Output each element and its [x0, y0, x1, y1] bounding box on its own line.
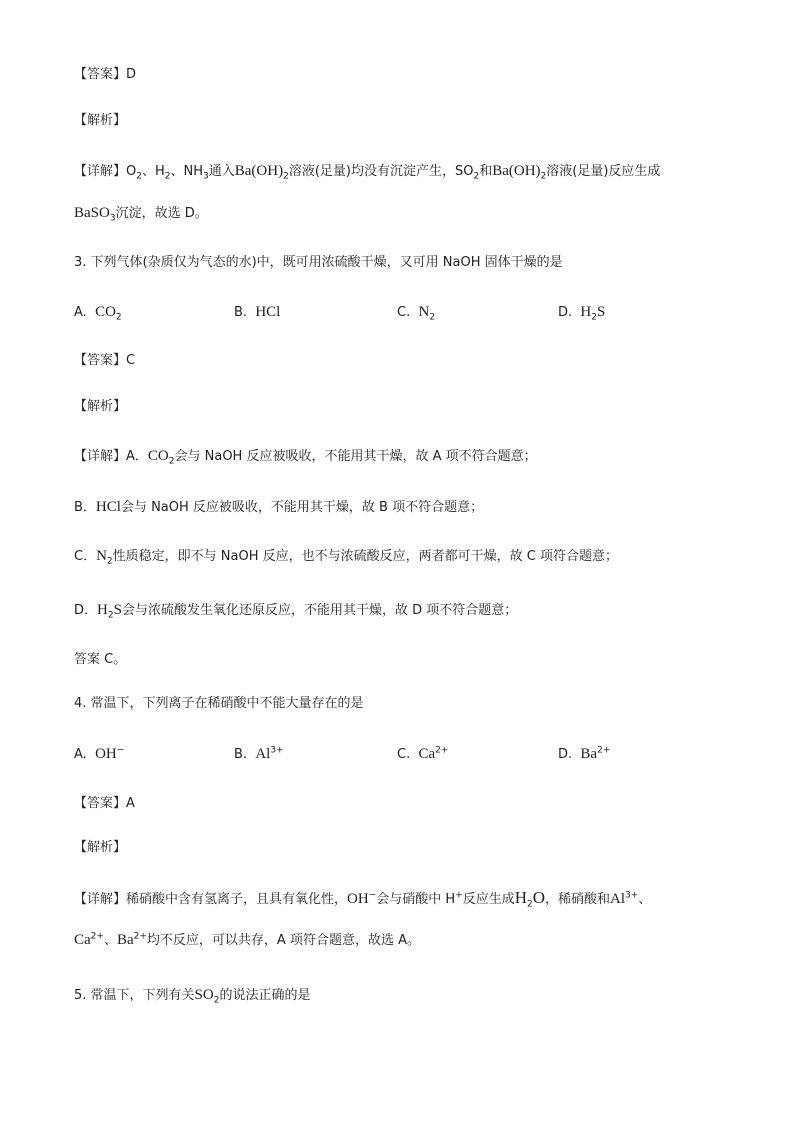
q3-detail-d — [74, 600, 517, 621]
text: 性质稳定，即不与 NaOH 反应，也不与浓硫酸反应，两者都可干燥，故 C 项符合题意； — [112, 549, 618, 564]
text: 、 — [638, 892, 652, 907]
text: A． — [126, 449, 148, 464]
formula-hcl: HCl — [95, 499, 121, 515]
ion-ba: Ba — [580, 746, 598, 762]
ion-al: Al — [255, 746, 271, 762]
formula-o2: O — [126, 164, 137, 179]
text: 溶液(足量)反应生成 — [546, 164, 661, 179]
superscript: − — [116, 745, 125, 756]
formula-baoh2: Ba(OH) — [234, 163, 284, 179]
formula-h2s: H — [97, 602, 108, 618]
q3-detail-b — [74, 497, 483, 518]
q4-detail-line1 — [74, 888, 651, 910]
q4-option-d — [558, 744, 610, 765]
text: B． — [74, 500, 96, 515]
detail-tag: 【详解】 — [74, 892, 127, 907]
subscript: 2 — [473, 171, 480, 182]
text: 溶液(足量)均没有沉淀产生，SO — [288, 164, 474, 179]
formula-co2: CO — [147, 448, 169, 464]
text: 通入 — [208, 164, 235, 179]
q3-stem: 3. 下列气体(杂质仅为气态的水)中，既可用浓硫酸干燥，又可用 NaOH 固体干燥的是 — [74, 255, 563, 270]
subscript: 2 — [540, 171, 547, 182]
formula-so2: SO — [194, 987, 214, 1003]
q4-option-a — [74, 744, 124, 765]
superscript: 2+ — [435, 745, 449, 756]
subscript: 2 — [283, 171, 289, 182]
formula-h2o: O — [532, 888, 546, 907]
option-label: D. — [558, 747, 573, 762]
text: 反应生成 — [462, 892, 515, 907]
detail-tag: 【详解】 — [74, 164, 127, 179]
text: 5. 常温下，下列有关 — [74, 988, 195, 1003]
subscript: 2 — [168, 456, 175, 467]
q3-answer: 【答案】C — [74, 353, 136, 368]
superscript: 2+ — [597, 745, 611, 756]
subscript: 2 — [527, 899, 533, 910]
superscript: + — [455, 890, 463, 901]
q3-detail-c — [74, 546, 618, 567]
formula-h2s: H — [580, 304, 592, 320]
q4-option-b — [234, 744, 284, 765]
option-label: B. — [234, 305, 248, 320]
q2-detail-line2 — [74, 203, 208, 224]
text: 会与硝酸中 H — [376, 892, 456, 907]
ion-oh: OH — [95, 746, 117, 762]
q3-option-b — [234, 302, 280, 323]
q4-option-c — [397, 744, 448, 765]
q4-stem: 4. 常温下，下列离子在稀硝酸中不能大量存在的是 — [74, 696, 364, 711]
q2-analysis-heading: 【解析】 — [74, 113, 127, 128]
superscript: 3+ — [625, 890, 639, 901]
q2-answer: 【答案】D — [74, 67, 137, 82]
text: 均不反应，可以共存，A 项符合题意，故选 A。 — [146, 933, 420, 948]
subscript: 2 — [115, 312, 122, 323]
superscript: 2+ — [133, 931, 147, 942]
detail-tag: 【详解】 — [74, 449, 127, 464]
subscript: 2 — [107, 610, 114, 621]
text: 会与 NaOH 反应被吸收，不能用其干燥，故 A 项不符合题意； — [174, 449, 537, 464]
q3-option-c — [397, 302, 435, 323]
text: 沉淀，故选 D。 — [115, 206, 208, 221]
ion-ba: Ba — [116, 932, 134, 948]
q4-detail-line2 — [74, 930, 420, 951]
formula-h2s: S — [113, 602, 122, 618]
option-label: A. — [74, 305, 87, 320]
q4-analysis-heading: 【解析】 — [74, 840, 127, 855]
subscript: 2 — [213, 995, 220, 1006]
formula-h2: 、H — [141, 164, 165, 179]
subscript: 3 — [109, 213, 116, 224]
ion-ca: Ca — [74, 932, 91, 948]
formula-co2: CO — [95, 304, 116, 320]
formula-n2: N — [96, 548, 107, 564]
superscript: − — [368, 890, 377, 901]
text: 和 — [479, 164, 493, 179]
superscript: 3+ — [270, 745, 284, 756]
q3-option-a — [74, 302, 122, 323]
option-label: B. — [234, 747, 248, 762]
q2-detail-line1 — [74, 161, 660, 182]
option-label: A. — [74, 747, 87, 762]
q3-analysis-heading: 【解析】 — [74, 399, 127, 414]
ion-ca: Ca — [418, 746, 436, 762]
subscript: 2 — [164, 171, 171, 182]
formula-nh3: 、NH — [170, 164, 204, 179]
text: 会与浓硫酸发生氧化还原反应，不能用其干燥，故 D 项不符合题意； — [121, 603, 518, 618]
text: 、 — [103, 933, 117, 948]
superscript: 2+ — [90, 931, 104, 942]
subscript: 2 — [591, 312, 597, 323]
text: D． — [74, 603, 98, 618]
text: C． — [74, 549, 97, 564]
formula-h2s: S — [597, 304, 606, 320]
subscript: 2 — [429, 312, 436, 323]
formula-baso3: BaSO — [74, 205, 110, 221]
ion-al: Al — [610, 891, 626, 907]
q3-conclusion: 答案 C。 — [74, 652, 127, 667]
q4-answer: 【答案】A — [74, 796, 135, 811]
q3-detail-a — [74, 446, 537, 467]
option-label: C. — [397, 747, 411, 762]
ion-oh: OH — [347, 891, 369, 907]
text: 稀硝酸中含有氢离子，且具有氧化性， — [126, 892, 348, 907]
option-label: C. — [397, 305, 411, 320]
q5-stem — [74, 985, 310, 1006]
formula-baoh2: Ba(OH) — [492, 163, 541, 179]
formula-hcl: HCl — [255, 304, 281, 320]
q3-option-d — [558, 302, 605, 323]
subscript: 3 — [203, 171, 209, 182]
subscript: 2 — [136, 171, 142, 182]
text: 的说法正确的是 — [219, 988, 311, 1003]
text: 会与 NaOH 反应被吸收，不能用其干燥，故 B 项不符合题意； — [120, 500, 484, 515]
formula-h2o: H — [514, 888, 528, 907]
subscript: 2 — [106, 556, 113, 567]
option-label: D. — [558, 305, 573, 320]
formula-n2: N — [418, 304, 430, 320]
text: ，稀硝酸和 — [545, 892, 611, 907]
